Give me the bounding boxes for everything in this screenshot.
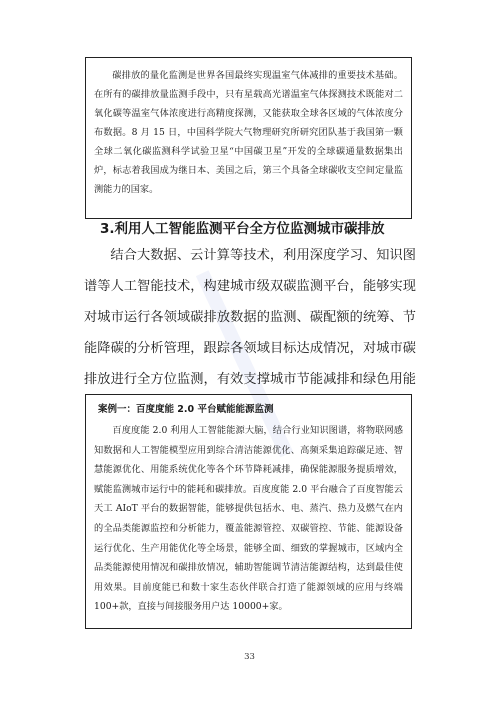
page-number: 33 (244, 652, 255, 662)
section-paragraph: 结合大数据、云计算等技术，利用深度学习、知识图谱等人工智能技术，构建城市级双碳监测平台，能够实现对城市运行各领域碳排放数据的监测、碳配额的统筹、节能降碳的分析管理，跟踪各领域目标达成情况，对城市碳排放进行全方位监测，有效支撑城市节能减排和绿色用能 (84, 248, 416, 387)
intro-text: 碳排放的量化监测是世界各国最终实现温室气体减排的重要技术基础。在所有的碳排放量监测手段中，只有星载高光谱温室气体探测技术既能对二氧化碳等温室气体浓度进行高精度探测，又能获取全球各区域的气体浓度分布数据。8 月 15 日，中国科学院大气物理研究所研究团队基于我国第一颗全球二氧化碳监测科学试验卫星“中国碳卫星”开发的全球碳通量数据集出炉，标志着我国成为继日本、美国之后，第三个具备全球碳收支空间定量监测能力的国家。 (94, 70, 403, 195)
case-study-body: 百度度能 2.0 利用人工智能能源大脑，结合行业知识图谱，将物联网感知数据和人工智能模型应用到综合清洁能源优化、高频采集追踪碳足迹、智慧能源优化、用能系统优化等各个环节降耗减排，确保能源服务提质增效，赋能监测城市运行中的能耗和碳排放。百度度能 2.0 平台融合了百度智能云天工 AIoT 平台的数据智能，能够提供包括水、电、蒸汽、热力及燃气在内的全品类能源监控和分析能力，覆盖能源管控、双碳管控、节能、能源设备运行优化、生产用能优化等全场景，能够全面、细致的掌握城市，区域内全品类能源使用情况和碳排放情况，辅助智能调节清洁能源结构，达到最佳使用效果。目前度能已和数十家生态伙伴联合打造了能源领域的应用与终端 100+款，直接与间接服务用户达 10000+家。 (94, 425, 403, 613)
section-heading: 3.利用人工智能监测平台全方位监测城市碳排放 (100, 221, 385, 237)
case-study-title: 案例一：百度度能 2.0 平台赋能能源监测 (98, 404, 274, 415)
case-study-box (85, 394, 412, 629)
intro-text-box (85, 57, 412, 219)
